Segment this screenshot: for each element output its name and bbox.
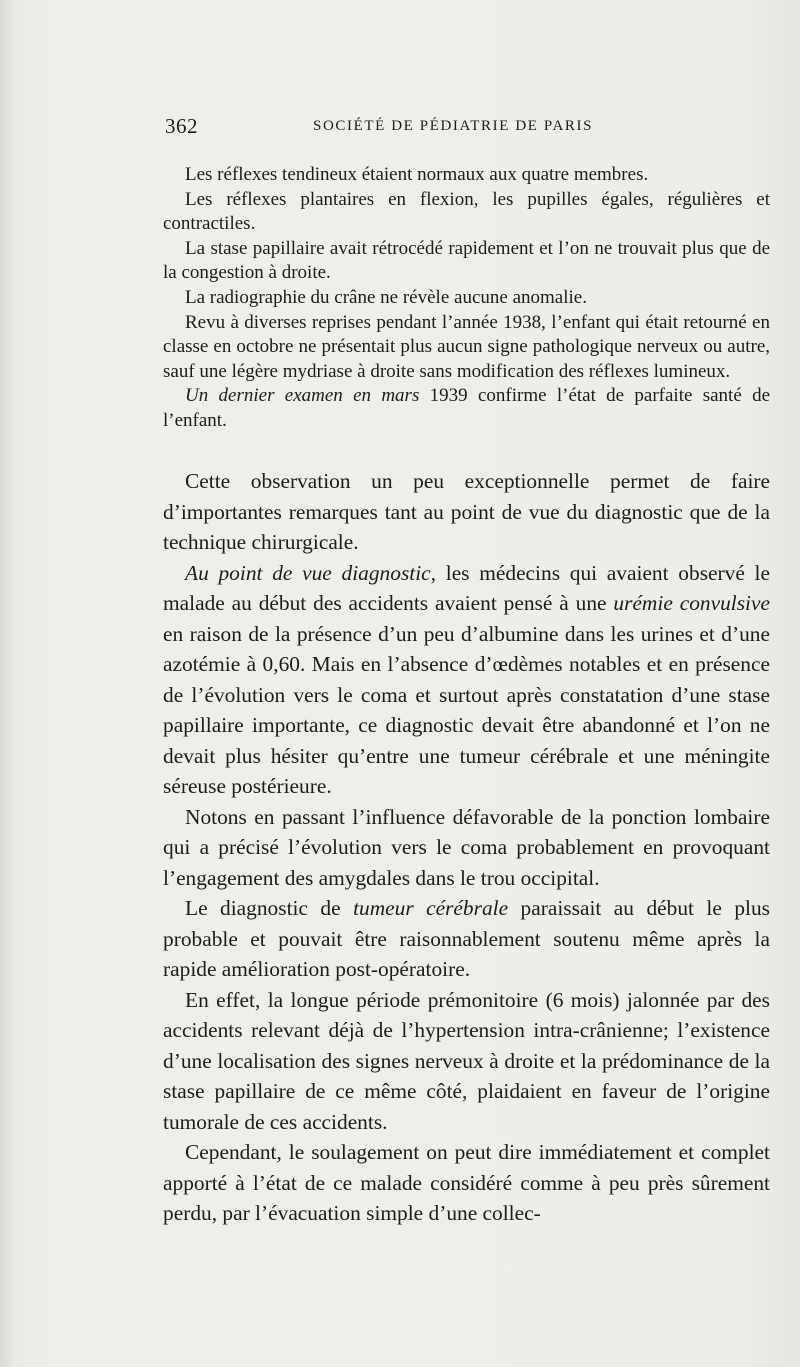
paragraph: La stase papillaire avait rétrocédé rapidement et l’on ne trouvait plus que de la congestion à droite. <box>163 237 770 284</box>
paragraph: Cependant, le soulagement on peut dire immédiatement et complet apporté à l’état de ce malade considéré comme à peu près sûrement perdu, par l’évacuation simple d’une collec- <box>163 1140 770 1225</box>
paragraph: Les réflexes plantaires en flexion, les pupilles égales, régulières et contractiles. <box>163 188 770 235</box>
paragraph: Les réflexes tendineux étaient normaux aux quatre membres. <box>185 164 649 185</box>
case-report-text <box>163 163 770 434</box>
paragraph: Au point de vue diagnostic, les médecins qui avaient observé le malade au début des accidents avaient pensé à une urémie convulsive en raison de la présence d’un peu d’albumine dans les urines et d’une azotémie à 0,60. Mais en l’absence d’œdèmes notables et en présence de l’évolution vers le coma et surtout après constatation d’une stase papillaire importante, ce diagnostic devait être abandonné et l’on ne devait plus hésiter qu’entre une tumeur cérébrale et une méningite séreuse postérieure. <box>163 560 770 798</box>
page-number: 362 <box>165 114 198 138</box>
running-head: SOCIÉTÉ DE PÉDIATRIE DE PARIS <box>313 118 594 134</box>
italic-phrase: urémie convulsive <box>613 591 770 615</box>
italic-phrase: tumeur cérébrale <box>353 896 509 920</box>
italic-phrase: Un dernier examen en mars <box>185 385 420 407</box>
page-header <box>165 114 770 144</box>
paragraph: Cette observation un peu exceptionnelle permet de faire d’importantes remarques tant au point de vue du diagnostic que de la technique chirurgicale. <box>163 469 770 554</box>
paragraph: Revu à diverses reprises pendant l’année 1938, l’enfant qui était retourné en classe en octobre ne présentait plus aucun signe pathologique nerveux ou autre, sauf une légère mydriase à droite sans modification des réflexes lumineux. <box>163 311 770 382</box>
paragraph: La radiographie du crâne ne révèle aucune anomalie. <box>185 286 587 308</box>
discussion-text <box>163 466 770 1229</box>
paragraph: Un dernier examen en mars 1939 confirme l’état de parfaite santé de l’enfant. <box>163 385 770 431</box>
paragraph: Le diagnostic de tumeur cérébrale paraissait au début le plus probable et pouvait être raisonnablement soutenu même après la rapide amélioration post-opératoire. <box>163 896 770 981</box>
paragraph: En effet, la longue période prémonitoire (6 mois) jalonnée par des accidents relevant déjà de l’hypertension intra-crânienne; l’existence d’une localisation des signes nerveux à droite et la prédominance de la stase papillaire de ce même côté, plaidaient en faveur de l’origine tumorale de ces accidents. <box>163 987 770 1134</box>
italic-phrase: Au point de vue diagnostic, <box>185 560 437 585</box>
paragraph: Notons en passant l’influence défavorable de la ponction lombaire qui a précisé l’évolution vers le coma probablement en provoquant l’engagement des amygdales dans le trou occipital. <box>163 804 770 890</box>
